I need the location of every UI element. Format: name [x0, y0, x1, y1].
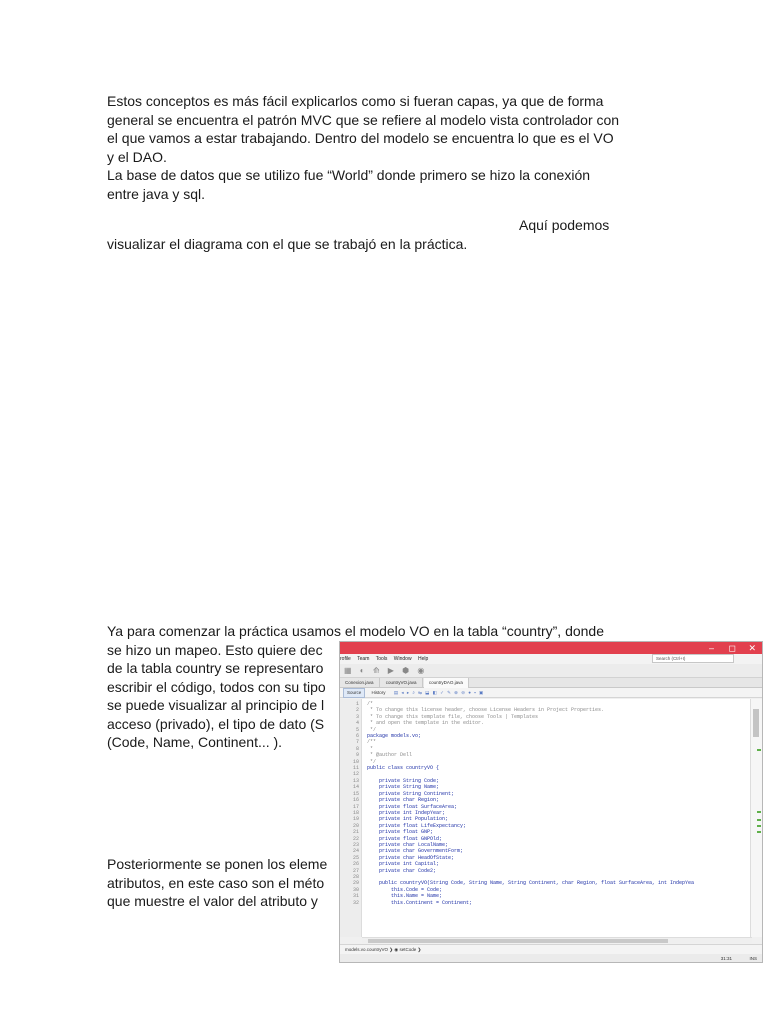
line-number: 6	[355, 733, 359, 740]
code-text-span: this.Continent = Continent;	[367, 899, 473, 906]
text-line: el que vamos a estar trabajando. Dentro del modelo se encuentra lo que es el VO	[107, 130, 614, 146]
code-text-span: package models.vo;	[367, 733, 422, 740]
code-text-span: private String Code;	[367, 777, 440, 784]
change-marker	[757, 819, 761, 821]
menu-tools[interactable]: Tools	[375, 656, 388, 662]
tab-countryvo[interactable]: countryVO.java	[381, 678, 423, 688]
ide-toolbar	[340, 664, 762, 678]
source-tab[interactable]: Source	[343, 688, 365, 698]
line-number: 1	[355, 701, 359, 707]
diagram-caption-end: visualizar el diagrama con el que se trabajó en la práctica.	[107, 236, 468, 252]
text-line: general se encuentra el patrón MVC que se refiere al modelo vista controlador con	[107, 111, 620, 128]
text-line: se hizo un mapeo. Esto quiere dec	[107, 641, 323, 658]
line-number: 19	[352, 816, 359, 823]
ide-screenshot	[339, 641, 763, 963]
code-text-span: private char Code2;	[367, 867, 437, 874]
change-marker	[757, 825, 761, 827]
ide-file-tabs	[340, 678, 762, 688]
line-number: 9	[355, 752, 359, 759]
code-text-span: this.Name = Name;	[367, 893, 443, 900]
insert-mode: INS	[749, 956, 757, 961]
line-number: 15	[352, 790, 359, 797]
code-text-span: public countryVO(String Code, String Name, String Continent, char Region, float SurfaceArea, int IndepYea	[367, 880, 695, 887]
line-number: 30	[352, 886, 359, 893]
code-text-span: * To change this license header, choose License Headers in Project Properties.	[367, 707, 605, 714]
code-text[interactable]	[340, 701, 752, 906]
line-number: 17	[352, 803, 359, 810]
line-number: 14	[352, 784, 359, 791]
code-text-span: *	[367, 745, 374, 752]
line-number: 18	[352, 809, 359, 816]
code-text-span: private char HeadOfState;	[367, 854, 455, 861]
text-line: que muestre el valor del atributo y	[107, 893, 318, 909]
line-number: 31	[352, 893, 359, 900]
line-number: 12	[352, 771, 359, 778]
minimize-icon[interactable]: –	[708, 643, 714, 653]
text-line: Posteriormente se ponen los eleme	[107, 856, 328, 872]
tab-conexion[interactable]: Conexion.java	[340, 678, 380, 688]
toolbar-icons[interactable]: ▦ ◐ ⟰ ▶ ⬢ ◉	[344, 666, 428, 675]
line-number: 27	[352, 867, 359, 874]
line-number: 11	[352, 765, 359, 772]
menu-window[interactable]: Window	[393, 656, 412, 662]
code-text-span: private float LifeExpectancy;	[367, 822, 467, 829]
close-icon[interactable]: ✕	[748, 643, 756, 653]
code-line[interactable]	[340, 900, 752, 906]
text-line: y el DAO.	[107, 148, 167, 165]
line-number: 29	[352, 880, 359, 887]
scroll-thumb[interactable]	[753, 709, 759, 737]
line-number: 25	[352, 854, 359, 861]
scroll-thumb[interactable]	[368, 939, 668, 943]
text-line: La base de datos que se utilizo fue “World” donde primero se hizo la conexión	[107, 167, 591, 183]
code-text-span: private float GNPOld;	[367, 835, 443, 842]
editor-tool-icons[interactable]: ▤ ◂ ▸ ⌕ ⇆ ⬓ ◧ ✓ ✎ ⊕ ⊖ ● ▪ ▣	[393, 690, 485, 695]
line-number: 3	[355, 713, 359, 720]
line-number: 5	[355, 726, 359, 733]
ide-search-input[interactable]: Search (Ctrl+I)	[652, 654, 734, 663]
code-text-span: public class countryVO {	[367, 765, 440, 772]
line-number: 7	[355, 739, 359, 746]
code-text-span: private int Capital;	[367, 861, 440, 868]
code-text-span: this.Code = Code;	[367, 886, 443, 893]
editor-toolbar	[340, 688, 762, 698]
line-number: 28	[352, 873, 359, 880]
code-text-span: private float SurfaceArea;	[367, 803, 458, 810]
line-number: 23	[352, 841, 359, 848]
text-line: entre java y sql.	[107, 185, 206, 202]
code-text-span: */	[367, 758, 377, 765]
code-text-span: /**	[367, 739, 377, 746]
text-line: acceso (privado), el tipo de dato (S	[107, 715, 325, 732]
text-line: atributos, en este caso son el méto	[107, 874, 325, 891]
line-number: 4	[355, 720, 359, 727]
line-number: 22	[352, 835, 359, 842]
line-number: 8	[355, 745, 359, 752]
code-text-span: * and open the template in the editor.	[367, 720, 485, 727]
line-number: 24	[352, 848, 359, 855]
code-text-span: /*	[367, 701, 374, 707]
menu-help[interactable]: Help	[417, 656, 429, 662]
text-line: de la tabla country se representaro	[107, 660, 324, 676]
code-text-span: private float GNP;	[367, 829, 434, 836]
line-number: 16	[352, 797, 359, 804]
change-marker	[757, 831, 761, 833]
code-text-span: private char LocalName;	[367, 841, 449, 848]
horizontal-scrollbar[interactable]	[362, 937, 752, 943]
code-text-span: private String Name;	[367, 784, 440, 791]
line-number: 2	[355, 707, 359, 714]
breadcrumb[interactable]: models.vo.countryVO ❯ ◉ setCode ❯	[340, 944, 762, 954]
diagram-caption-start: Aquí podemos	[519, 217, 610, 233]
line-number: 26	[352, 861, 359, 868]
vertical-scrollbar[interactable]	[750, 699, 762, 937]
history-tab[interactable]: History	[371, 690, 386, 695]
text-line: escribir el código, todos con su tipo	[107, 678, 326, 695]
code-text-span: private char GovernmentForm;	[367, 848, 464, 855]
change-marker	[757, 811, 761, 813]
menu-profile[interactable]: rofile	[340, 656, 351, 662]
text-line: Estos conceptos es más fácil explicarlos como si fueran capas, ya que de forma	[107, 93, 604, 109]
ide-titlebar	[340, 642, 762, 654]
text-line: se puede visualizar al principio de l	[107, 697, 325, 713]
change-marker	[757, 749, 761, 751]
cursor-position: 31:31	[720, 956, 732, 961]
code-text-span: */	[367, 726, 377, 733]
intro-paragraph	[107, 92, 667, 203]
text-line: (Code, Name, Continent... ).	[107, 734, 283, 750]
menu-team[interactable]: Team	[357, 656, 370, 662]
line-number: 32	[352, 899, 359, 906]
line-number: 20	[352, 822, 359, 829]
code-text-span: * @author Dell	[367, 752, 413, 759]
tab-countrydao[interactable]: countryDAO.java	[424, 678, 469, 688]
code-editor[interactable]	[340, 699, 752, 937]
code-text-span: private int Population;	[367, 816, 449, 823]
code-text-span: private int IndepYear;	[367, 809, 446, 816]
ide-statusbar	[340, 954, 762, 963]
code-text-span: * To change this template file, choose Tools | Templates	[367, 713, 539, 720]
line-number: 21	[352, 829, 359, 836]
text-line: Ya para comenzar la práctica usamos el modelo VO en la tabla “country”, donde	[107, 623, 604, 639]
line-number: 10	[352, 758, 359, 765]
code-text-span: private char Region;	[367, 797, 440, 804]
line-number: 13	[352, 777, 359, 784]
code-text-span: private String Continent;	[367, 790, 455, 797]
maximize-icon[interactable]: ◻	[728, 643, 736, 653]
